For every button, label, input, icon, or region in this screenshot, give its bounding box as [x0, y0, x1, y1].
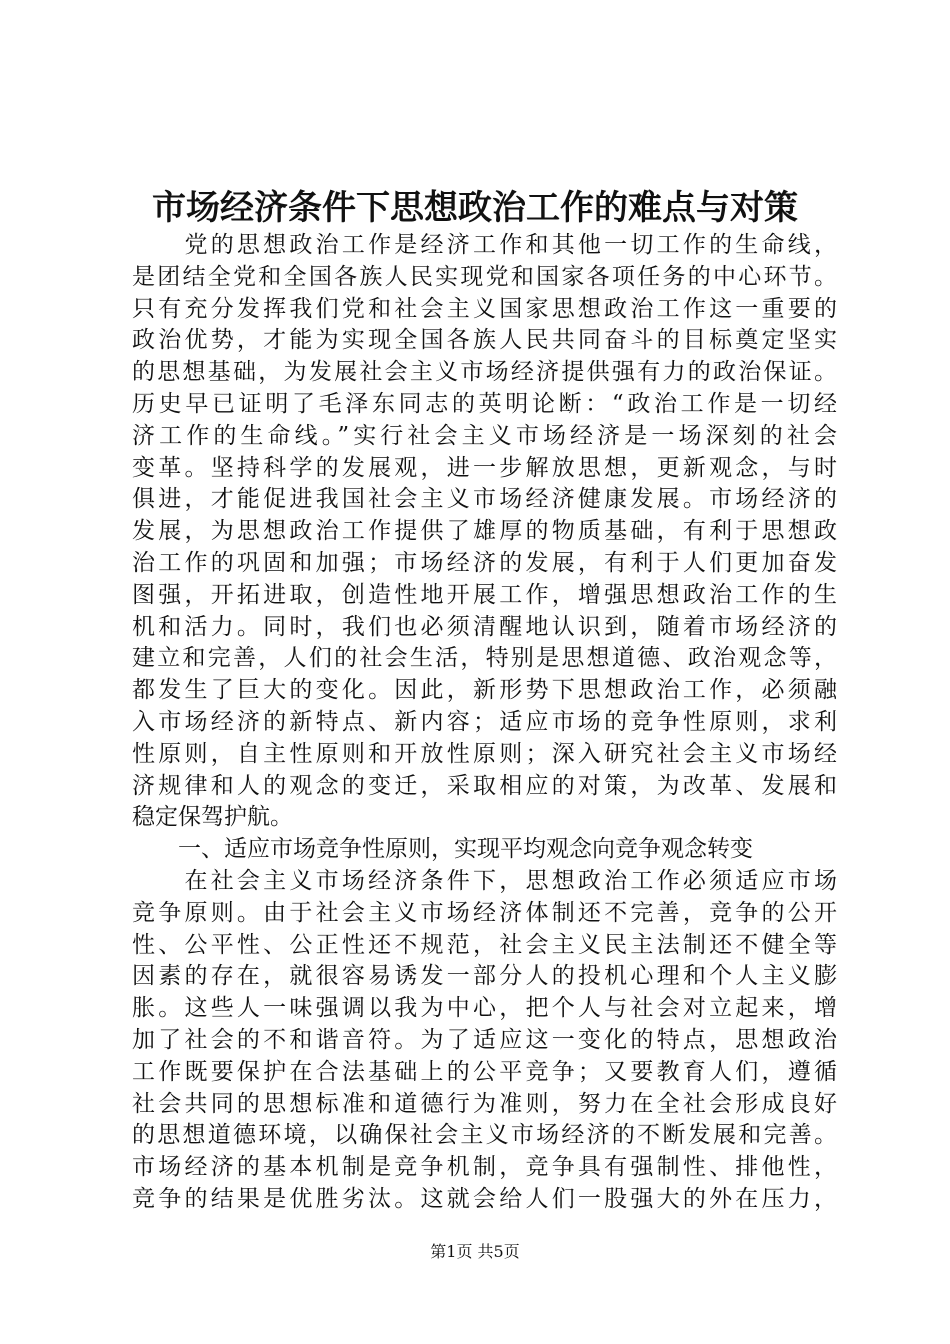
text-line: 性原则，自主性原则和开放性原则；深入研究社会主义市场经 — [132, 740, 837, 767]
text-line: 历史早已证明了毛泽东同志的英明论断：“政治工作是一切经 — [132, 390, 837, 417]
text-line: 都发生了巨大的变化。因此，新形势下思想政治工作，必须融 — [132, 677, 837, 704]
page-title: 市场经济条件下思想政治工作的难点与对策 — [152, 188, 798, 228]
text-line: 是团结全党和全国各族人民实现党和国家各项任务的中心环节。 — [132, 263, 837, 290]
text-line: 在社会主义市场经济条件下，思想政治工作必须适应市场 — [132, 867, 837, 894]
text-line: 工作既要保护在合法基础上的公平竞争；又要教育人们，遵循 — [132, 1058, 837, 1085]
text-line: 机和活力。同时，我们也必须清醒地认识到，随着市场经济的 — [132, 613, 837, 640]
text-line: 一、适应市场竞争性原则，实现平均观念向竞争观念转变 — [132, 836, 753, 863]
text-line: 治工作的巩固和加强；市场经济的发展，有利于人们更加奋发 — [132, 549, 837, 576]
text-line: 济工作的生命线。”实行社会主义市场经济是一场深刻的社会 — [132, 422, 837, 449]
text-line: 因素的存在，就很容易诱发一部分人的投机心理和个人主义膨 — [132, 963, 837, 990]
page-footer: 第1页 共5页 — [430, 1242, 520, 1261]
text-line: 发展，为思想政治工作提供了雄厚的物质基础，有利于思想政 — [132, 518, 837, 545]
text-line: 建立和完善，人们的社会生活，特别是思想道德、政治观念等， — [132, 645, 837, 672]
text-line: 党的思想政治工作是经济工作和其他一切工作的生命线， — [132, 232, 837, 258]
text-line: 胀。这些人一味强调以我为中心，把个人与社会对立起来，增 — [132, 995, 837, 1022]
text-line: 只有充分发挥我们党和社会主义国家思想政治工作这一重要的 — [132, 295, 837, 322]
text-line: 稳定保驾护航。 — [132, 804, 293, 831]
text-line: 入市场经济的新特点、新内容；适应市场的竞争性原则，求利 — [132, 708, 837, 735]
text-line: 政治优势，才能为实现全国各族人民共同奋斗的目标奠定坚实 — [132, 327, 837, 354]
text-line: 济规律和人的观念的变迁，采取相应的对策，为改革、发展和 — [132, 772, 837, 799]
document-body — [132, 230, 837, 1216]
text-line: 的思想道德环境，以确保社会主义市场经济的不断发展和完善。 — [132, 1122, 837, 1149]
text-line: 竞争的结果是优胜劣汰。这就会给人们一股强大的外在压力， — [132, 1185, 837, 1212]
text-line: 图强，开拓进取，创造性地开展工作，增强思想政治工作的生 — [132, 581, 837, 608]
text-line: 性、公平性、公正性还不规范，社会主义民主法制还不健全等 — [132, 931, 837, 958]
text-line: 的思想基础，为发展社会主义市场经济提供强有力的政治保证。 — [132, 359, 837, 386]
text-line: 变革。坚持科学的发展观，进一步解放思想，更新观念，与时 — [132, 454, 837, 481]
text-line: 加了社会的不和谐音符。为了适应这一变化的特点，思想政治 — [132, 1026, 837, 1053]
text-line: 竞争原则。由于社会主义市场经济体制还不完善，竞争的公开 — [132, 899, 837, 926]
text-line: 市场经济的基本机制是竞争机制，竞争具有强制性、排他性， — [132, 1154, 837, 1181]
text-line: 俱进，才能促进我国社会主义市场经济健康发展。市场经济的 — [132, 486, 837, 513]
text-line: 社会共同的思想标准和道德行为准则，努力在全社会形成良好 — [132, 1090, 837, 1117]
